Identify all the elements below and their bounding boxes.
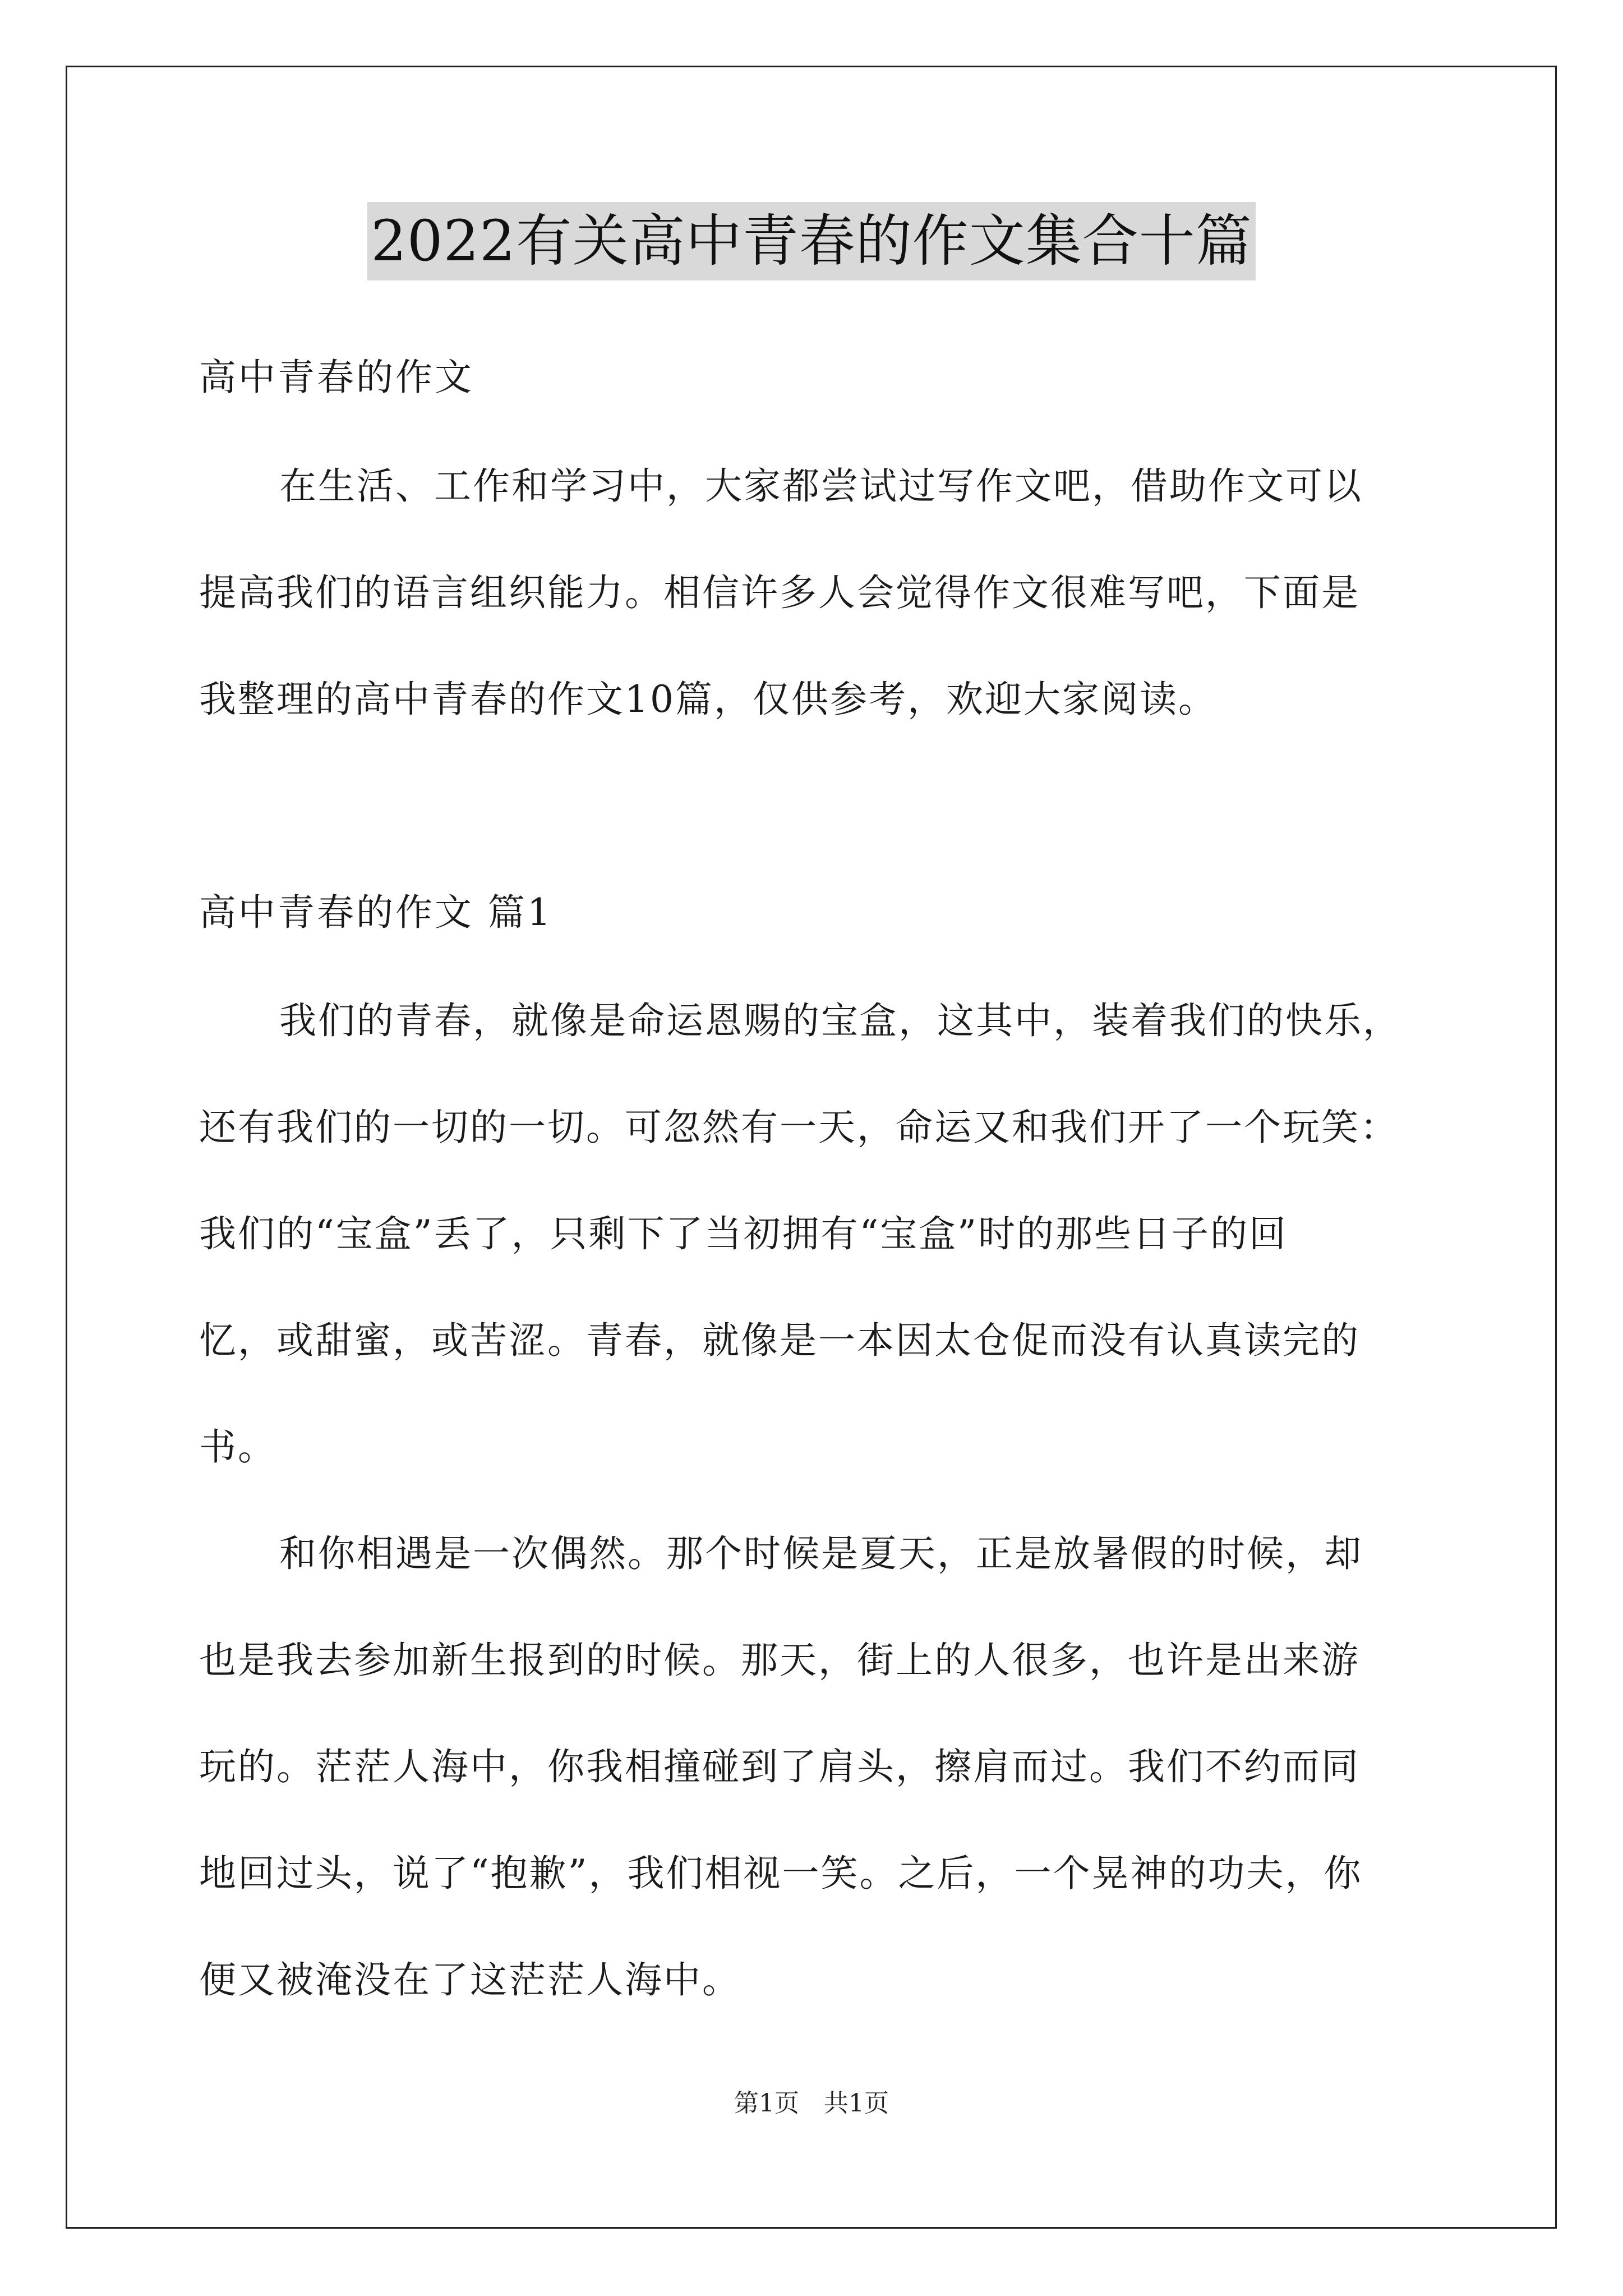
paragraph-line: 和你相遇是一次偶然。那个时候是夏天，正是放暑假的时候，却 xyxy=(279,1532,1363,1575)
paragraph-line: 玩的。茫茫人海中，你我相撞碰到了肩头，擦肩而过。我们不约而同 xyxy=(199,1745,1360,1788)
paragraph-line: 书。 xyxy=(199,1425,276,1469)
intro-line: 我整理的高中青春的作文10篇，仅供参考，欢迎大家阅读。 xyxy=(199,678,1217,721)
title-container xyxy=(0,202,1623,280)
paragraph-line: 便又被淹没在了这茫茫人海中。 xyxy=(199,1958,741,2001)
page-footer: 第1页 共1页 xyxy=(734,2089,889,2118)
intro-line: 在生活、工作和学习中，大家都尝试过写作文吧，借助作文可以 xyxy=(279,464,1363,508)
paragraph-line: 我们的青春，就像是命运恩赐的宝盒，这其中，装着我们的快乐， xyxy=(279,999,1401,1042)
paragraph-line: 我们的“宝盒”丢了，只剩下了当初拥有“宝盒”时的那些日子的回 xyxy=(199,1212,1288,1255)
paragraph-line: 也是我去参加新生报到的时候。那天，街上的人很多，也许是出来游 xyxy=(199,1639,1360,1682)
paragraph-line: 地回过头，说了“抱歉”，我们相视一笑。之后，一个晃神的功夫，你 xyxy=(199,1852,1363,1895)
essay-heading: 高中青春的作文 篇1 xyxy=(199,891,553,934)
intro-line: 提高我们的语言组织能力。相信许多人会觉得作文很难写吧，下面是 xyxy=(199,571,1360,614)
section-heading: 高中青春的作文 xyxy=(199,356,474,399)
paragraph-line: 忆，或甜蜜，或苦涩。青春，就像是一本因太仓促而没有认真读完的 xyxy=(199,1319,1360,1362)
paragraph-line: 还有我们的一切的一切。可忽然有一天，命运又和我们开了一个玩笑： xyxy=(199,1106,1399,1149)
document-title: 2022有关高中青春的作文集合十篇 xyxy=(367,202,1256,280)
